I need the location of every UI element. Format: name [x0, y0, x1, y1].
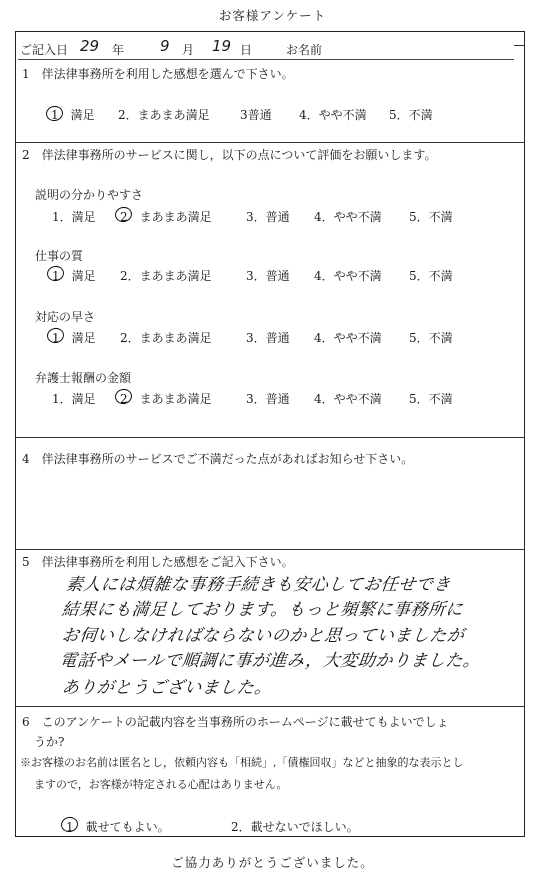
- q6-question-line-2: うか?: [34, 735, 65, 749]
- q2-item-3-option-1[interactable]: 1 満足: [52, 331, 96, 345]
- q2-item-3-option-3[interactable]: 3．普通: [246, 331, 290, 345]
- q2-item-2-option-2[interactable]: 2．まあまあ満足: [120, 269, 212, 283]
- header-underline: [18, 59, 514, 60]
- q1-option-5[interactable]: 5．不満: [389, 108, 433, 122]
- q2-item-3-label: 対応の早さ: [35, 310, 96, 324]
- name-label: お名前: [286, 43, 323, 57]
- q1-option-3[interactable]: 3普通: [240, 108, 272, 122]
- day-label: 日: [240, 43, 253, 57]
- q5-answer-line-4: 電話やメールで順調に事が進み，大変助かりました。: [58, 651, 482, 671]
- q5-answer-line-5: ありがとうございました。: [60, 678, 273, 698]
- divider-1: [16, 142, 524, 143]
- q2-item-2-option-4[interactable]: 4．やや不満: [314, 269, 382, 283]
- q4-question: 4 伴法律事務所のサービスでご不満だった点があればお知らせ下さい。: [22, 452, 414, 466]
- q2-item-4-option-2[interactable]: 2 まあまあ満足: [120, 392, 212, 406]
- month-value[interactable]: 9: [160, 37, 170, 55]
- q2-item-2-label: 仕事の質: [35, 249, 84, 263]
- year-value[interactable]: 29: [80, 37, 100, 55]
- q1-question: 1 伴法律事務所を利用した感想を選んで下さい。: [22, 67, 294, 81]
- survey-form: [15, 31, 525, 837]
- q2-item-1-option-2[interactable]: 2 まあまあ満足: [120, 210, 212, 224]
- divider-4: [16, 706, 524, 707]
- q5-answer-line-1: 素人には煩雑な事務手続きも安心してお任せでき: [64, 575, 452, 595]
- q2-item-4-option-1[interactable]: 1．満足: [52, 392, 96, 406]
- divider-3: [16, 549, 524, 550]
- q2-item-3-option-4[interactable]: 4．やや不満: [314, 331, 382, 345]
- q2-item-4-option-3[interactable]: 3．普通: [246, 392, 290, 406]
- q5-question: 5 伴法律事務所を利用した感想をご記入下さい。: [22, 555, 294, 569]
- q2-item-3-option-5[interactable]: 5．不満: [409, 331, 453, 345]
- q2-item-1-option-3[interactable]: 3．普通: [246, 210, 290, 224]
- date-label: ご記入日: [20, 43, 69, 57]
- q2-item-2-option-1[interactable]: 1 満足: [52, 269, 96, 283]
- page-title: お客様アンケート: [218, 8, 327, 23]
- day-value[interactable]: 19: [212, 37, 232, 55]
- month-label: 月: [182, 43, 195, 57]
- q6-note-line-2: ますので，お客様が特定される心配はありません。: [34, 778, 288, 791]
- q2-item-4-option-4[interactable]: 4．やや不満: [314, 392, 382, 406]
- q1-option-1[interactable]: 1 満足: [51, 108, 95, 122]
- q6-question-line-1: 6 このアンケートの記載内容を当事務所のホームページに載せてもよいでしょ: [22, 715, 449, 729]
- q6-option-2[interactable]: 2．載せないでほしい。: [231, 820, 359, 834]
- q5-answer-line-2: 結果にも満足しております。もっと頻繁に事務所に: [60, 600, 464, 620]
- q2-item-1-option-4[interactable]: 4．やや不満: [314, 210, 382, 224]
- q2-item-4-option-5[interactable]: 5．不満: [409, 392, 453, 406]
- q1-option-2[interactable]: 2．まあまあ満足: [118, 108, 210, 122]
- q5-answer-line-3: お伺いしなければならないのかと思っていましたが: [60, 626, 466, 646]
- divider-2: [16, 437, 524, 438]
- q2-item-3-option-2[interactable]: 2．まあまあ満足: [120, 331, 212, 345]
- q6-option-1[interactable]: 1 載せてもよい。: [66, 820, 170, 834]
- q2-item-2-option-3[interactable]: 3．普通: [246, 269, 290, 283]
- footer-thanks: ご協力ありがとうございました。: [171, 855, 374, 870]
- q2-item-4-label: 弁護士報酬の金額: [35, 371, 132, 385]
- q2-item-1-label: 説明の分かりやすさ: [35, 188, 144, 202]
- year-label: 年: [112, 43, 125, 57]
- q2-item-1-option-1[interactable]: 1．満足: [52, 210, 96, 224]
- q2-item-1-option-5[interactable]: 5．不満: [409, 210, 453, 224]
- q4-answer-area[interactable]: [22, 472, 512, 542]
- margin-tick: [514, 45, 524, 46]
- q2-question: 2 伴法律事務所のサービスに関し，以下の点について評価をお願いします。: [22, 148, 437, 162]
- q2-item-2-option-5[interactable]: 5．不満: [409, 269, 453, 283]
- q1-option-4[interactable]: 4．やや不満: [299, 108, 367, 122]
- q6-note-line-1: ※お客様のお名前は匿名とし，依頼内容も「相続」,「債権回収」などと抽象的な表示とし: [20, 756, 464, 769]
